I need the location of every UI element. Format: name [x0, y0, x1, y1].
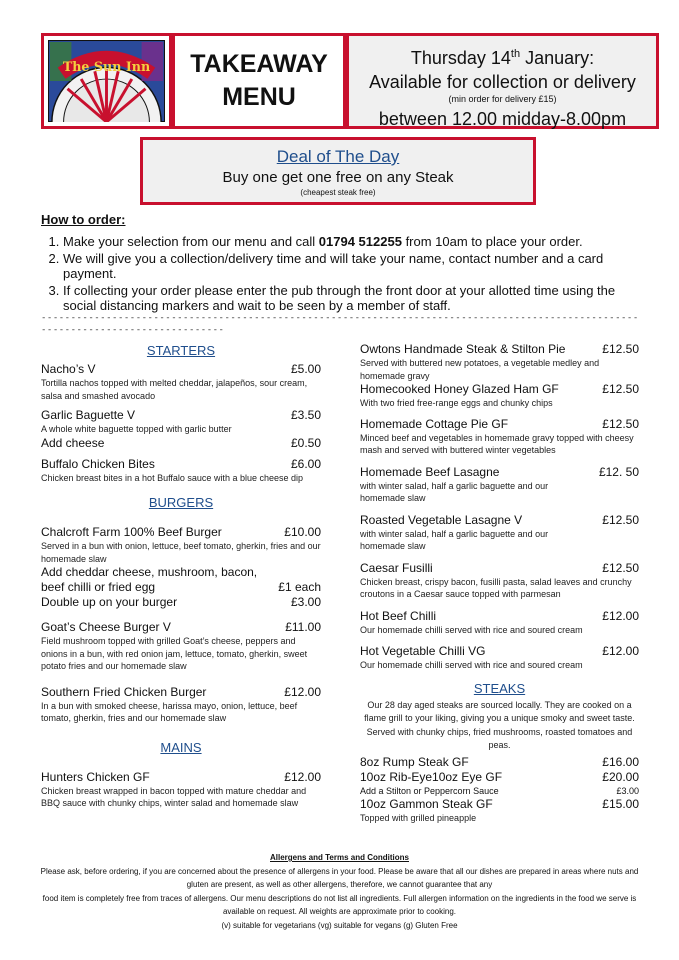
item-name: Chalcroft Farm 100% Beef Burger: [41, 525, 222, 539]
item-extra: Double up on your burger: [41, 595, 178, 609]
footer-legend: (v) suitable for vegetarians (vg) suitable for vegans (g) Gluten Free: [221, 920, 458, 930]
menu-item: [41, 525, 321, 610]
menu-item: [41, 362, 321, 402]
item-extra: Add cheddar cheese, mushroom, bacon,: [41, 565, 258, 579]
menu-item: [360, 513, 639, 553]
item-price: £12.50: [602, 416, 639, 431]
item-name: Nacho’s V: [41, 362, 96, 376]
item-name: Garlic Baguette V: [41, 408, 136, 422]
section-title-starters: STARTERS: [146, 343, 216, 358]
item-price: £20.00: [602, 769, 639, 784]
item-description: with winter salad, half a garlic baguette and our homemade slaw: [360, 528, 549, 551]
item-price: £12.50: [602, 560, 639, 575]
item-name: Southern Fried Chicken Burger: [41, 684, 207, 699]
item-description: Served in a bun with onion, lettuce, beef tomato, gherkin, fries and our homemade slaw: [41, 541, 321, 564]
item-name: 10oz Rib-Eye10oz Eye GF: [360, 769, 503, 784]
menu-item: [360, 797, 639, 825]
item-price: £12.00: [602, 644, 639, 658]
order-step: 2. We will give you a collection/delivery time and will take your name, contact number and a card payment.: [63, 251, 641, 281]
section-title-burgers: BURGERS: [148, 495, 214, 510]
menu-item: [360, 561, 639, 601]
item-name: Goat’s Cheese Burger V: [41, 620, 171, 634]
item-price: £12.00: [284, 769, 321, 784]
menu-item: [360, 644, 639, 672]
item-name: Homemade Cottage Pie GF: [360, 416, 509, 431]
item-description: With two fried free-range eggs and chunky chips: [360, 398, 553, 408]
item-price: £12.50: [602, 512, 639, 527]
item-name: Roasted Vegetable Lasagne V: [360, 512, 523, 527]
menu-item: [41, 620, 321, 673]
order-step: 1. Make your selection from our menu and call 01794 512255 from 10am to place your order.: [63, 234, 641, 249]
menu-item: [360, 465, 639, 505]
item-name: Caesar Fusilli: [360, 560, 433, 575]
item-description: Our homemade chilli served with rice and soured cream: [360, 660, 583, 670]
item-price: £5.00: [290, 362, 321, 376]
item-extra: beef chilli or fried egg: [41, 580, 156, 594]
page-title: TAKEAWAY MENU: [190, 50, 328, 111]
item-extra-price: £3.00: [616, 785, 639, 796]
menu-item: [360, 755, 639, 770]
logo-text: The Sun Inn: [62, 59, 151, 75]
pub-logo: [41, 33, 172, 129]
item-name: Buffalo Chicken Bites: [41, 456, 155, 471]
footer-paragraph: Please ask, before ordering, if you are concerned about the presence of allergens in your food. Please be aware that all our dishes are prepared in areas where nuts and gluten are present, as well as other allergens, therefore, we cannot guarantee that any: [40, 866, 639, 889]
item-description: Chicken breast wrapped in bacon topped with mature cheddar and BBQ sauce with chunky chips, winter salad and homemade slaw: [41, 785, 307, 808]
menu-item: [360, 785, 639, 797]
item-name: Homemade Beef Lasagne: [360, 464, 500, 479]
allergens-footer: [30, 851, 649, 932]
item-extra: Add cheese: [41, 435, 105, 450]
menu-item: [360, 417, 639, 457]
stained-glass-logo-icon: [48, 40, 165, 122]
section-title-steaks: STEAKS: [473, 680, 526, 696]
item-price: £10.00: [284, 525, 321, 539]
order-step: 3. If collecting your order please enter the pub through the front door at your allotted time using the social distancing markers and wait to be seen by a member of staff.: [63, 283, 641, 313]
menu-item: [41, 685, 321, 725]
section-title-mains: MAINS: [160, 739, 202, 755]
item-name: Hunters Chicken GF: [41, 769, 150, 784]
item-description: with winter salad, half a garlic baguette and our homemade slaw: [360, 480, 549, 503]
item-price: £6.00: [290, 456, 321, 471]
title-box: [172, 33, 346, 129]
steaks-description: Our 28 day aged steaks are sourced locally. They are cooked on a flame grill to your liking, giving you a unique smoky and sweet taste. Served with chunky chips, fried mushrooms, roasted tomatoes and peas.: [364, 699, 635, 750]
availability-box: [346, 33, 659, 129]
item-extra-price: £0.50: [290, 435, 321, 450]
left-column: [41, 342, 321, 810]
menu-item: [41, 457, 321, 485]
order-steps: [41, 234, 641, 313]
item-description: Topped with grilled pineapple: [360, 812, 477, 823]
item-name: 8oz Rump Steak GF: [360, 754, 469, 769]
menu-item: [360, 342, 639, 382]
how-to-order-heading: How to order:: [41, 212, 126, 227]
item-price: £15.00: [602, 796, 639, 811]
item-description: Tortilla nachos topped with melted cheddar, jalapeños, sour cream, salsa and smashed avocado: [41, 378, 308, 401]
item-extra: Add a Stilton or Peppercorn Sauce: [360, 785, 499, 796]
item-description: In a bun with smoked cheese, harissa mayo, onion, lettuce, beef tomato, gherkin, fries and our homemade slaw: [41, 700, 298, 723]
how-to-order: [41, 212, 641, 315]
right-column: [360, 342, 639, 824]
menu-item: [360, 770, 639, 785]
item-description: Chicken breast, crispy bacon, fusilli pasta, salad leaves and crunchy croutons in a Caesar sauce topped with parmesan: [360, 576, 632, 599]
item-description: Field mushroom topped with grilled Goat’s cheese, peppers and onions in a bun, with red onion jam, lettuce, tomato, gherkin, sweet potato fries and our homemade slaw: [41, 636, 308, 671]
item-price: £12.50: [602, 382, 639, 396]
item-name: 10oz Gammon Steak GF: [360, 796, 493, 811]
dashed-divider: ------------------------------------------------------------------------------------------------------------------------------------: [41, 313, 639, 335]
hours-line: between 12.00 midday-8.00pm: [378, 109, 627, 129]
item-description: A whole white baguette topped with garlic butter: [41, 424, 232, 434]
item-description: Served with buttered new potatoes, a vegetable medley and homemade gravy: [360, 358, 600, 381]
min-order-note: (min order for delivery £15): [448, 94, 557, 104]
item-price: £12.00: [284, 684, 321, 699]
deal-title: Deal of The Day: [276, 147, 400, 166]
item-extra-price: £1 each: [278, 580, 321, 594]
item-extra-price: £3.00: [290, 595, 321, 609]
menu-item: [360, 609, 639, 637]
availability-line: Available for collection or delivery: [369, 72, 636, 92]
deal-of-the-day-box: [140, 137, 536, 205]
item-price: £12.00: [602, 608, 639, 623]
footer-paragraph: food item is completely free from traces of allergens. Our menu descriptions do not list all ingredients. Full allergen information on the ingredients in the food we serve is available on request. All weights are approximate prior to cooking.: [42, 893, 637, 916]
footer-title: Allergens and Terms and Conditions: [270, 853, 409, 862]
deal-line: Buy one get one free on any Steak: [222, 169, 454, 186]
item-price: £12.50: [602, 342, 639, 356]
item-description: Our homemade chilli served with rice and soured cream: [360, 624, 583, 635]
item-description: Chicken breast bites in a hot Buffalo sauce with a blue cheese dip: [41, 472, 303, 483]
menu-item: [41, 408, 321, 451]
item-name: Owtons Handmade Steak & Stilton Pie: [360, 342, 566, 356]
item-price: £12. 50: [598, 464, 639, 479]
date-line: Thursday 14th January:: [410, 48, 595, 68]
menu-item: [360, 382, 639, 410]
item-price: £11.00: [285, 620, 321, 634]
item-name: Hot Vegetable Chilli VG: [360, 644, 486, 658]
phone-number[interactable]: 01794 512255: [318, 234, 402, 249]
deal-note: (cheapest steak free): [300, 188, 376, 197]
item-price: £16.00: [602, 754, 639, 769]
menu-item: [41, 770, 321, 810]
item-name: Hot Beef Chilli: [360, 608, 437, 623]
item-description: Minced beef and vegetables in homemade gravy topped with cheesy mash and served with buttered winter vegetables: [360, 432, 634, 455]
item-name: Homecooked Honey Glazed Ham GF: [360, 382, 559, 396]
item-price: £3.50: [290, 408, 321, 422]
